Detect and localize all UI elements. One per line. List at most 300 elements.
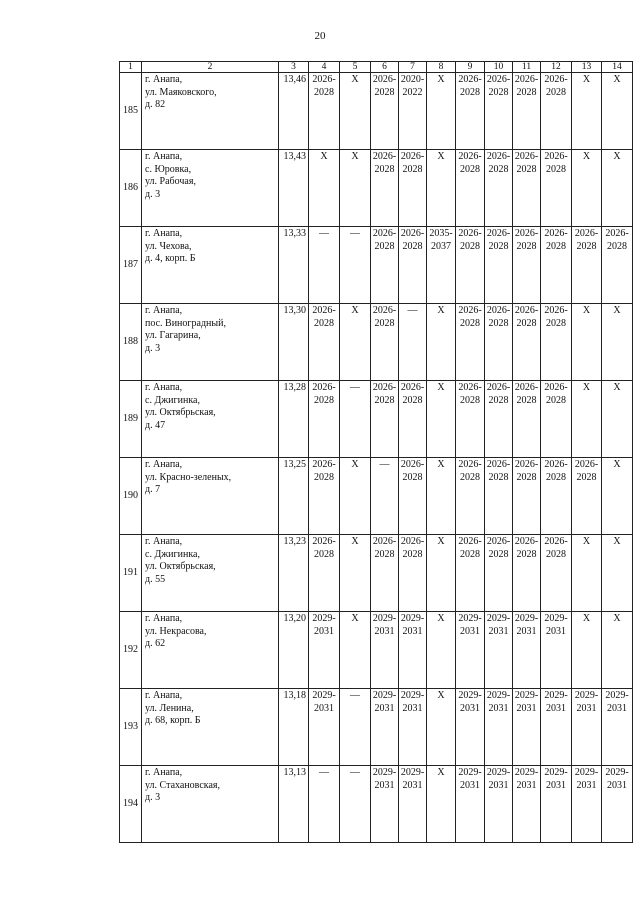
column-header: 13 xyxy=(572,62,602,73)
table-row xyxy=(120,766,633,843)
period-text: 2028 xyxy=(488,163,509,175)
period-text: 2026- xyxy=(486,459,511,470)
row-number: 186 xyxy=(120,150,142,227)
period-text: 2026- xyxy=(372,228,397,239)
period-text: 2028 xyxy=(516,394,537,406)
period-text: 2028 xyxy=(546,317,566,329)
period-text: 2028 xyxy=(460,317,480,329)
period-cell xyxy=(572,304,602,381)
period-text: 2029- xyxy=(458,767,482,778)
period-text: Х xyxy=(613,74,621,85)
period-text: — xyxy=(350,767,360,778)
period-text: 2028 xyxy=(488,240,509,252)
period-text: 2026- xyxy=(486,536,511,547)
column-header: 11 xyxy=(513,62,541,73)
period-text: 2026- xyxy=(458,382,482,393)
period-text: 2026- xyxy=(514,536,539,547)
period-text: 2031 xyxy=(607,779,627,791)
period-text: 2026- xyxy=(486,305,511,316)
period-text: 2031 xyxy=(402,625,423,637)
period-text: 2031 xyxy=(576,702,597,714)
period-text: 2026- xyxy=(458,305,482,316)
address-line: ул. Стахановская, xyxy=(145,779,221,791)
period-cell xyxy=(485,612,513,689)
period-cell xyxy=(399,689,427,766)
column-header: 10 xyxy=(485,62,513,73)
period-cell xyxy=(399,458,427,535)
period-text: 2029- xyxy=(486,767,511,778)
period-text: Х xyxy=(582,74,591,85)
period-cell xyxy=(456,689,485,766)
period-cell xyxy=(399,227,427,304)
period-text: 2026- xyxy=(514,382,539,393)
period-cell xyxy=(602,535,633,612)
period-cell xyxy=(371,535,399,612)
period-text: 2026- xyxy=(458,459,482,470)
period-text: 2031 xyxy=(488,702,509,714)
period-text: 2026- xyxy=(312,382,336,393)
table-row xyxy=(120,150,633,227)
period-cell xyxy=(456,73,485,150)
period-cell xyxy=(340,689,371,766)
period-cell xyxy=(485,766,513,843)
period-cell xyxy=(572,227,602,304)
period-cell xyxy=(602,689,633,766)
period-cell xyxy=(340,381,371,458)
period-text: 2026- xyxy=(574,228,599,239)
period-text: 2031 xyxy=(460,779,480,791)
period-text: 2028 xyxy=(314,394,334,406)
address-line: г. Анапа, xyxy=(145,613,183,624)
period-text: 2026- xyxy=(486,382,511,393)
period-text: 2031 xyxy=(374,625,395,637)
period-text: 2029- xyxy=(514,767,539,778)
address-line: д. 82 xyxy=(145,99,166,110)
address-line: г. Анапа, xyxy=(145,305,183,316)
period-text: 2026- xyxy=(372,74,397,85)
period-cell xyxy=(399,612,427,689)
period-text: Х xyxy=(613,382,621,393)
period-text: 2026- xyxy=(544,536,568,547)
period-cell xyxy=(485,304,513,381)
period-text: 2028 xyxy=(516,317,537,329)
period-cell xyxy=(572,535,602,612)
period-text: 2029- xyxy=(312,613,336,624)
period-cell xyxy=(513,150,541,227)
period-cell xyxy=(572,458,602,535)
period-text: — xyxy=(319,228,329,239)
period-text: Х xyxy=(613,151,621,162)
period-cell xyxy=(602,458,633,535)
area-cell: 13,28 xyxy=(279,381,309,458)
table-row xyxy=(120,535,633,612)
period-cell xyxy=(541,612,572,689)
period-cell xyxy=(513,535,541,612)
period-text: 2026- xyxy=(400,151,425,162)
period-text: 2028 xyxy=(402,471,423,483)
address-cell xyxy=(142,535,279,612)
period-cell xyxy=(456,304,485,381)
period-text: 2029- xyxy=(400,767,425,778)
period-cell xyxy=(456,535,485,612)
period-text: 2028 xyxy=(460,548,480,560)
period-cell xyxy=(485,689,513,766)
period-text: 2029- xyxy=(400,690,425,701)
period-text: 2028 xyxy=(402,163,423,175)
period-text: 2026- xyxy=(400,228,425,239)
period-cell xyxy=(371,612,399,689)
period-text: Х xyxy=(582,305,591,316)
period-text: 2028 xyxy=(516,240,537,252)
period-cell xyxy=(602,73,633,150)
address-line: ул. Ленина, xyxy=(145,702,194,714)
period-text: 2022 xyxy=(402,86,423,98)
period-text: 2029- xyxy=(458,690,482,701)
period-text: 2028 xyxy=(546,471,566,483)
address-cell xyxy=(142,150,279,227)
period-text: 2029- xyxy=(372,613,397,624)
period-text: Х xyxy=(351,74,359,85)
period-cell xyxy=(427,150,456,227)
period-cell xyxy=(427,227,456,304)
address-line: г. Анапа, xyxy=(145,459,183,470)
period-cell xyxy=(485,535,513,612)
period-text: 2026- xyxy=(544,74,568,85)
period-text: 2028 xyxy=(460,394,480,406)
address-line: ул. Октябрьская, xyxy=(145,561,216,572)
address-line: г. Анапа, xyxy=(145,74,183,85)
table-row xyxy=(120,381,633,458)
address-line: ул. Некрасова, xyxy=(145,625,207,637)
address-line: пос. Виноградный, xyxy=(145,317,226,329)
period-text: 2026- xyxy=(486,151,511,162)
period-text: 2031 xyxy=(402,702,423,714)
address-line: г. Анапа, xyxy=(145,382,183,393)
period-cell xyxy=(309,535,340,612)
period-text: — xyxy=(407,305,418,316)
period-text: Х xyxy=(437,74,445,85)
period-cell xyxy=(572,73,602,150)
period-text: 2028 xyxy=(488,394,509,406)
period-cell xyxy=(513,227,541,304)
period-text: 2029- xyxy=(372,767,397,778)
period-cell xyxy=(602,766,633,843)
address-line: ул. Красно-зеленых, xyxy=(145,471,232,483)
period-text: Х xyxy=(351,613,359,624)
period-cell xyxy=(485,150,513,227)
period-cell xyxy=(340,766,371,843)
column-header: 14 xyxy=(602,62,633,73)
period-text: — xyxy=(319,767,329,778)
address-line: г. Анапа, xyxy=(145,767,183,778)
period-cell xyxy=(399,73,427,150)
period-cell xyxy=(340,458,371,535)
period-text: 2029- xyxy=(605,767,629,778)
period-cell xyxy=(602,227,633,304)
period-cell xyxy=(399,381,427,458)
period-text: 2031 xyxy=(374,702,395,714)
period-text: 2031 xyxy=(402,779,423,791)
period-text: Х xyxy=(437,305,445,316)
period-text: 2029- xyxy=(400,613,425,624)
period-text: 2028 xyxy=(374,240,395,252)
period-text: 2031 xyxy=(488,625,509,637)
address-line: г. Анапа, xyxy=(145,228,183,239)
address-cell xyxy=(142,689,279,766)
period-text: 2026- xyxy=(514,74,539,85)
period-cell xyxy=(541,304,572,381)
period-cell xyxy=(309,150,340,227)
period-cell xyxy=(456,150,485,227)
area-cell: 13,13 xyxy=(279,766,309,843)
period-text: 2028 xyxy=(546,86,566,98)
period-cell xyxy=(513,304,541,381)
period-text: Х xyxy=(437,767,445,778)
period-text: 2026- xyxy=(458,151,482,162)
period-text: 2029- xyxy=(544,767,568,778)
period-text: 2026- xyxy=(372,382,397,393)
period-text: 2031 xyxy=(488,779,509,791)
address-line: ул. Чехова, xyxy=(145,240,192,252)
column-header: 8 xyxy=(427,62,456,73)
period-text: Х xyxy=(351,459,359,470)
period-text: 2026- xyxy=(458,228,482,239)
period-text: 2026- xyxy=(486,74,511,85)
period-text: 2026- xyxy=(544,151,568,162)
table-row xyxy=(120,612,633,689)
period-text: Х xyxy=(582,151,591,162)
column-header: 3 xyxy=(279,62,309,73)
period-text: Х xyxy=(437,151,445,162)
period-text: — xyxy=(350,690,360,701)
period-text: 2031 xyxy=(516,702,537,714)
period-cell xyxy=(602,150,633,227)
period-cell xyxy=(309,612,340,689)
period-text: 2028 xyxy=(374,86,395,98)
period-cell xyxy=(309,381,340,458)
address-line: д. 3 xyxy=(145,188,161,200)
period-cell xyxy=(456,612,485,689)
period-text: 2028 xyxy=(402,394,423,406)
period-cell xyxy=(371,689,399,766)
address-line: с. Джигинка, xyxy=(145,548,200,560)
period-text: 2029- xyxy=(514,690,539,701)
header-row xyxy=(120,62,633,73)
period-text: 2028 xyxy=(488,548,509,560)
address-line: ул. Маяковского, xyxy=(145,86,217,98)
period-text: 2029- xyxy=(605,690,629,701)
period-text: 2037 xyxy=(431,240,451,252)
period-cell xyxy=(371,150,399,227)
address-cell xyxy=(142,227,279,304)
period-text: 2028 xyxy=(576,471,597,483)
address-line: г. Анапа, xyxy=(145,690,183,701)
address-line: с. Джигинка, xyxy=(145,394,200,406)
period-cell xyxy=(371,381,399,458)
period-text: 2029- xyxy=(486,613,511,624)
period-text: — xyxy=(350,228,360,239)
period-cell xyxy=(340,150,371,227)
area-cell: 13,20 xyxy=(279,612,309,689)
period-text: 2029- xyxy=(372,690,397,701)
period-cell xyxy=(340,73,371,150)
period-text: 2031 xyxy=(546,779,566,791)
period-cell xyxy=(371,766,399,843)
period-cell xyxy=(427,73,456,150)
period-text: 2026- xyxy=(312,305,336,316)
period-cell xyxy=(309,304,340,381)
period-cell xyxy=(427,304,456,381)
period-text: 2028 xyxy=(374,548,395,560)
period-cell xyxy=(485,73,513,150)
period-text: 2031 xyxy=(460,625,480,637)
column-header: 5 xyxy=(340,62,371,73)
period-text: 2031 xyxy=(374,779,395,791)
period-cell xyxy=(541,458,572,535)
period-text: 2026- xyxy=(372,536,397,547)
period-cell xyxy=(340,535,371,612)
period-text: Х xyxy=(582,613,591,624)
period-text: 2028 xyxy=(314,471,334,483)
period-text: 2028 xyxy=(488,317,509,329)
address-cell xyxy=(142,73,279,150)
address-line: с. Юровка, xyxy=(145,163,192,175)
period-text: Х xyxy=(320,151,328,162)
address-line: д. 62 xyxy=(145,638,166,649)
period-text: 2029- xyxy=(574,690,599,701)
table-row xyxy=(120,227,633,304)
period-cell xyxy=(427,458,456,535)
period-cell xyxy=(456,458,485,535)
period-text: 2026- xyxy=(514,305,539,316)
period-text: 2028 xyxy=(374,394,395,406)
period-cell xyxy=(513,689,541,766)
period-text: 2029- xyxy=(458,613,482,624)
period-text: 2029- xyxy=(574,767,599,778)
period-text: 2028 xyxy=(516,548,537,560)
period-text: 2028 xyxy=(402,548,423,560)
row-number: 185 xyxy=(120,73,142,150)
period-text: 2028 xyxy=(374,317,395,329)
period-text: 2026- xyxy=(400,536,425,547)
period-cell xyxy=(371,458,399,535)
period-cell xyxy=(371,73,399,150)
period-text: Х xyxy=(613,305,621,316)
period-text: Х xyxy=(437,459,445,470)
period-cell xyxy=(572,689,602,766)
period-cell xyxy=(309,227,340,304)
column-header: 9 xyxy=(456,62,485,73)
period-cell xyxy=(572,612,602,689)
period-text: Х xyxy=(613,459,621,470)
period-text: 2029- xyxy=(312,690,336,701)
period-text: 2028 xyxy=(488,471,509,483)
period-cell xyxy=(427,612,456,689)
period-text: 2031 xyxy=(607,702,627,714)
period-text: 2026- xyxy=(544,228,568,239)
address-line: д. 3 xyxy=(145,342,161,354)
period-cell xyxy=(427,766,456,843)
period-text: 2026- xyxy=(458,74,482,85)
period-text: 2028 xyxy=(546,163,566,175)
period-cell xyxy=(309,458,340,535)
period-cell xyxy=(541,689,572,766)
period-text: 2031 xyxy=(546,702,566,714)
period-text: 2031 xyxy=(576,779,597,791)
period-text: 2029- xyxy=(544,690,568,701)
period-cell xyxy=(456,766,485,843)
period-text: Х xyxy=(437,690,445,701)
column-header: 7 xyxy=(399,62,427,73)
period-text: 2026- xyxy=(514,228,539,239)
period-text: 2026- xyxy=(514,151,539,162)
period-text: Х xyxy=(351,536,359,547)
period-text: 2028 xyxy=(460,163,480,175)
period-text: 2031 xyxy=(516,779,537,791)
period-text: 2028 xyxy=(314,86,334,98)
period-text: 2028 xyxy=(516,86,537,98)
period-text: 2026- xyxy=(312,74,336,85)
period-text: 2031 xyxy=(460,702,480,714)
period-cell xyxy=(572,766,602,843)
period-cell xyxy=(456,227,485,304)
period-cell xyxy=(399,535,427,612)
area-cell: 13,46 xyxy=(279,73,309,150)
row-number: 191 xyxy=(120,535,142,612)
period-cell xyxy=(427,535,456,612)
area-cell: 13,33 xyxy=(279,227,309,304)
period-cell xyxy=(513,381,541,458)
period-cell xyxy=(572,150,602,227)
period-text: Х xyxy=(613,613,621,624)
column-header: 1 xyxy=(120,62,142,73)
column-header: 4 xyxy=(309,62,340,73)
address-line: г. Анапа, xyxy=(145,536,183,547)
area-cell: 13,18 xyxy=(279,689,309,766)
row-number: 190 xyxy=(120,458,142,535)
area-cell: 13,43 xyxy=(279,150,309,227)
period-cell xyxy=(427,689,456,766)
period-text: 2031 xyxy=(516,625,537,637)
row-number: 194 xyxy=(120,766,142,843)
period-text: 2035- xyxy=(429,228,453,239)
period-cell xyxy=(485,227,513,304)
period-cell xyxy=(541,381,572,458)
address-line: ул. Октябрьская, xyxy=(145,407,216,418)
period-text: — xyxy=(350,382,360,393)
period-text: 2026- xyxy=(544,459,568,470)
address-cell xyxy=(142,766,279,843)
housing-repair-table xyxy=(119,61,633,843)
period-text: Х xyxy=(351,151,359,162)
table-row xyxy=(120,304,633,381)
period-text: 2020- xyxy=(400,74,425,85)
address-line: ул. Гагарина, xyxy=(145,330,201,341)
period-cell xyxy=(371,304,399,381)
period-text: Х xyxy=(437,382,445,393)
period-text: Х xyxy=(437,536,445,547)
period-cell xyxy=(309,73,340,150)
address-line: д. 68, корп. Б xyxy=(145,715,201,726)
address-line: ул. Рабочая, xyxy=(145,176,196,187)
period-text: 2028 xyxy=(516,163,537,175)
address-cell xyxy=(142,612,279,689)
address-cell xyxy=(142,458,279,535)
period-cell xyxy=(485,381,513,458)
address-cell xyxy=(142,381,279,458)
period-cell xyxy=(602,612,633,689)
period-cell xyxy=(309,766,340,843)
